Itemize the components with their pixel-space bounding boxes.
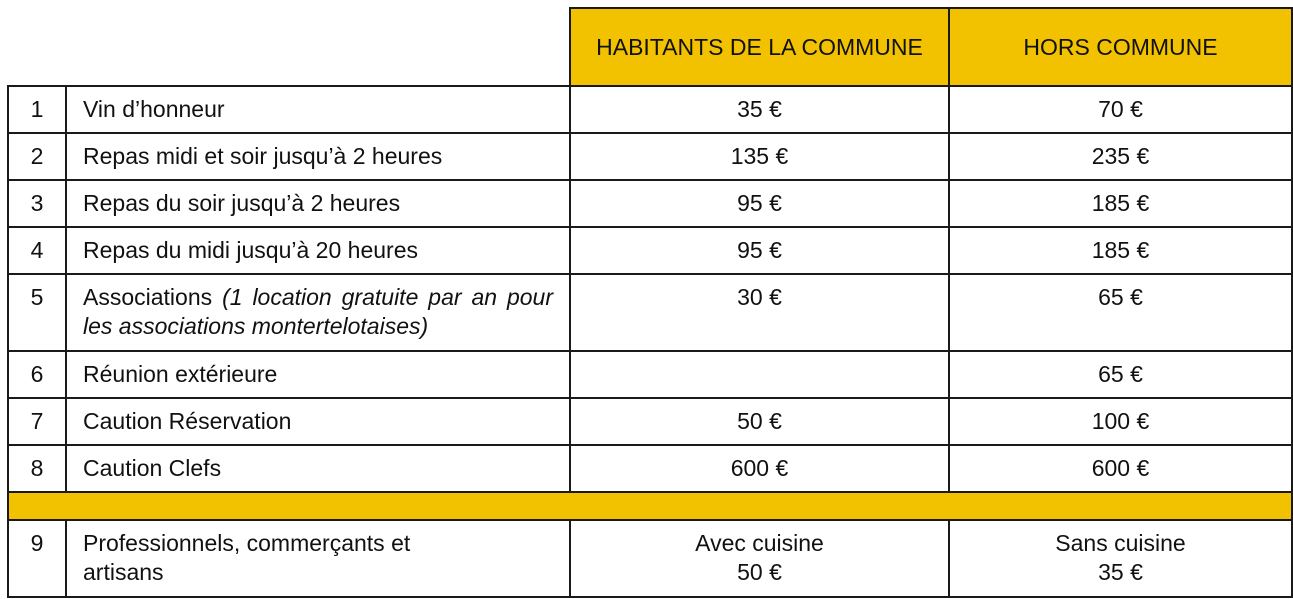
price-outside: 185 € bbox=[949, 227, 1292, 274]
price-residents: 95 € bbox=[570, 227, 949, 274]
header-outside: HORS COMMUNE bbox=[949, 8, 1292, 86]
table-row bbox=[8, 274, 1292, 351]
price-residents: 30 € bbox=[570, 274, 949, 351]
row-number: 5 bbox=[8, 274, 66, 351]
header-blank-cell bbox=[8, 8, 570, 86]
pricing-table bbox=[7, 7, 1293, 598]
price-residents: 50 € bbox=[570, 398, 949, 445]
price-caption: Sans cuisine bbox=[1055, 530, 1186, 556]
row-label-text: Professionnels, commerçants et artisans bbox=[83, 530, 411, 585]
price-outside: 235 € bbox=[949, 133, 1292, 180]
price-residents bbox=[570, 351, 949, 398]
row-label: Repas du midi jusqu’à 20 heures bbox=[66, 227, 570, 274]
row-label bbox=[66, 520, 570, 597]
row-label: Caution Clefs bbox=[66, 445, 570, 492]
row-label bbox=[66, 274, 570, 351]
table-row bbox=[8, 227, 1292, 274]
row-label: Réunion extérieure bbox=[66, 351, 570, 398]
table-row bbox=[8, 398, 1292, 445]
row-label: Vin d’honneur bbox=[66, 86, 570, 133]
table-row bbox=[8, 520, 1292, 597]
price-outside bbox=[949, 520, 1292, 597]
price-value: 50 € bbox=[737, 559, 782, 585]
table-header-row bbox=[8, 8, 1292, 86]
row-description bbox=[83, 283, 553, 341]
price-residents: 35 € bbox=[570, 86, 949, 133]
price-residents: 600 € bbox=[570, 445, 949, 492]
row-note: (1 location gratuite par an pour les associations montertelotaises) bbox=[83, 284, 553, 339]
price-outside: 185 € bbox=[949, 180, 1292, 227]
row-number: 3 bbox=[8, 180, 66, 227]
row-label-text: Associations bbox=[83, 284, 213, 310]
price-outside: 65 € bbox=[949, 351, 1292, 398]
price-residents bbox=[570, 520, 949, 597]
price-caption: Avec cuisine bbox=[695, 530, 824, 556]
table-row bbox=[8, 445, 1292, 492]
row-number: 4 bbox=[8, 227, 66, 274]
price-outside: 600 € bbox=[949, 445, 1292, 492]
price-outside: 70 € bbox=[949, 86, 1292, 133]
price-residents: 95 € bbox=[570, 180, 949, 227]
table-row bbox=[8, 351, 1292, 398]
separator-band bbox=[8, 492, 1292, 520]
row-label: Repas midi et soir jusqu’à 2 heures bbox=[66, 133, 570, 180]
row-label: Repas du soir jusqu’à 2 heures bbox=[66, 180, 570, 227]
row-number: 2 bbox=[8, 133, 66, 180]
row-number: 6 bbox=[8, 351, 66, 398]
price-outside: 65 € bbox=[949, 274, 1292, 351]
row-number: 7 bbox=[8, 398, 66, 445]
price-residents: 135 € bbox=[570, 133, 949, 180]
row-number: 9 bbox=[8, 520, 66, 597]
table-row bbox=[8, 133, 1292, 180]
table-row bbox=[8, 180, 1292, 227]
separator-row bbox=[8, 492, 1292, 520]
table-row bbox=[8, 86, 1292, 133]
price-value: 35 € bbox=[1098, 559, 1143, 585]
row-number: 1 bbox=[8, 86, 66, 133]
price-outside: 100 € bbox=[949, 398, 1292, 445]
header-residents: HABITANTS DE LA COMMUNE bbox=[570, 8, 949, 86]
row-label: Caution Réservation bbox=[66, 398, 570, 445]
row-number: 8 bbox=[8, 445, 66, 492]
